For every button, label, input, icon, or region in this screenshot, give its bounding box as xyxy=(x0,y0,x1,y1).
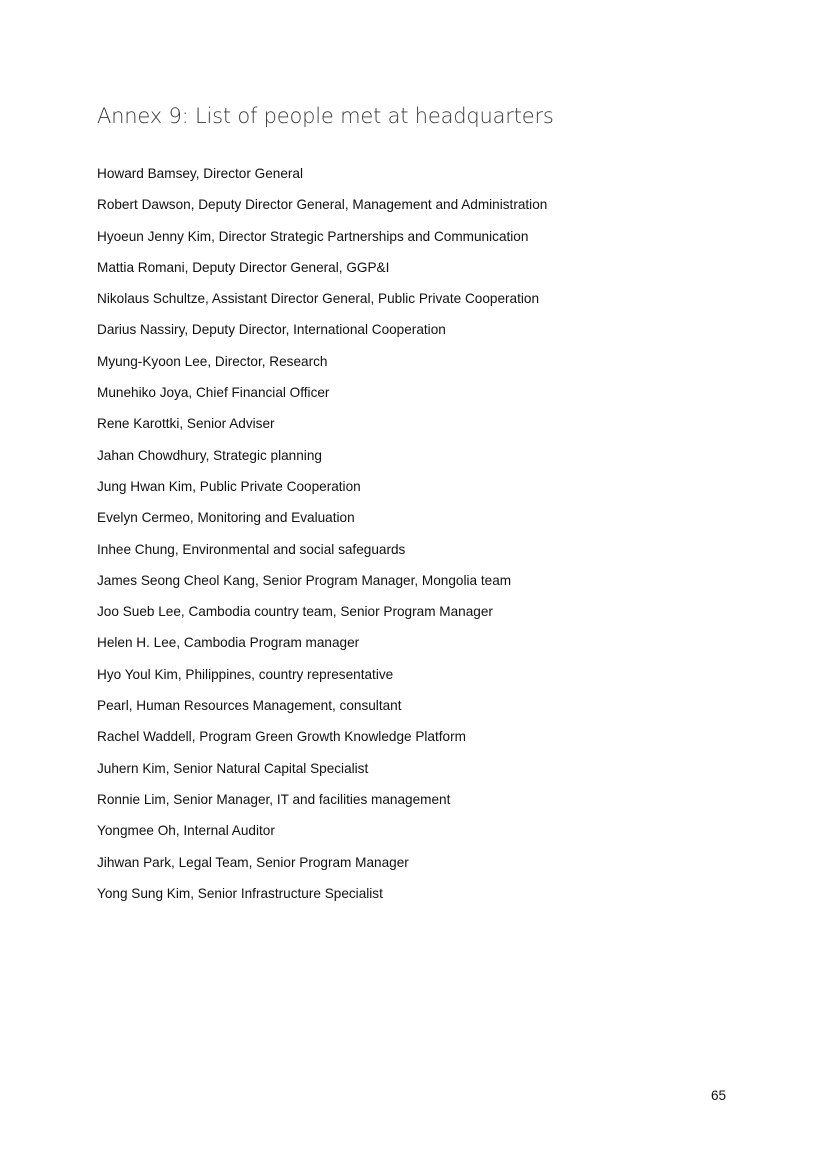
list-item: Mattia Romani, Deputy Director General, GGP&I xyxy=(97,259,390,275)
list-item: Myung-Kyoon Lee, Director, Research xyxy=(97,353,328,369)
list-item: Jihwan Park, Legal Team, Senior Program Manager xyxy=(97,854,409,870)
list-item: Joo Sueb Lee, Cambodia country team, Senior Program Manager xyxy=(97,604,493,620)
list-item: Yong Sung Kim, Senior Infrastructure Specialist xyxy=(97,885,383,901)
list-item: Yongmee Oh, Internal Auditor xyxy=(97,823,275,839)
list-item: Ronnie Lim, Senior Manager, IT and facilities management xyxy=(97,791,451,807)
list-item: Pearl, Human Resources Management, consultant xyxy=(97,698,402,714)
list-item: Rachel Waddell, Program Green Growth Knowledge Platform xyxy=(97,729,466,745)
list-item: Howard Bamsey, Director General xyxy=(97,166,303,181)
list-item: Darius Nassiry, Deputy Director, International Cooperation xyxy=(97,322,446,338)
list-item: Inhee Chung, Environmental and social safeguards xyxy=(97,541,406,557)
list-item: Hyoeun Jenny Kim, Director Strategic Partnerships and Communication xyxy=(97,228,529,244)
list-item: Hyo Youl Kim, Philippines, country representative xyxy=(97,666,394,682)
list-item: James Seong Cheol Kang, Senior Program Manager, Mongolia team xyxy=(97,572,512,588)
list-item: Jung Hwan Kim, Public Private Cooperation xyxy=(97,478,361,494)
people-list xyxy=(97,164,547,915)
annex-heading: Annex 9: List of people met at headquarters xyxy=(97,104,554,128)
list-item: Munehiko Joya, Chief Financial Officer xyxy=(97,385,330,401)
list-item: Jahan Chowdhury, Strategic planning xyxy=(97,447,322,463)
list-item: Juhern Kim, Senior Natural Capital Specialist xyxy=(97,760,369,776)
list-item: Nikolaus Schultze, Assistant Director General, Public Private Cooperation xyxy=(97,291,540,307)
list-item: Robert Dawson, Deputy Director General, Management and Administration xyxy=(97,197,548,213)
list-item: Rene Karottki, Senior Adviser xyxy=(97,416,275,432)
list-item: Helen H. Lee, Cambodia Program manager xyxy=(97,635,360,651)
page-number: 65 xyxy=(711,1088,727,1103)
list-item: Evelyn Cermeo, Monitoring and Evaluation xyxy=(97,510,355,526)
